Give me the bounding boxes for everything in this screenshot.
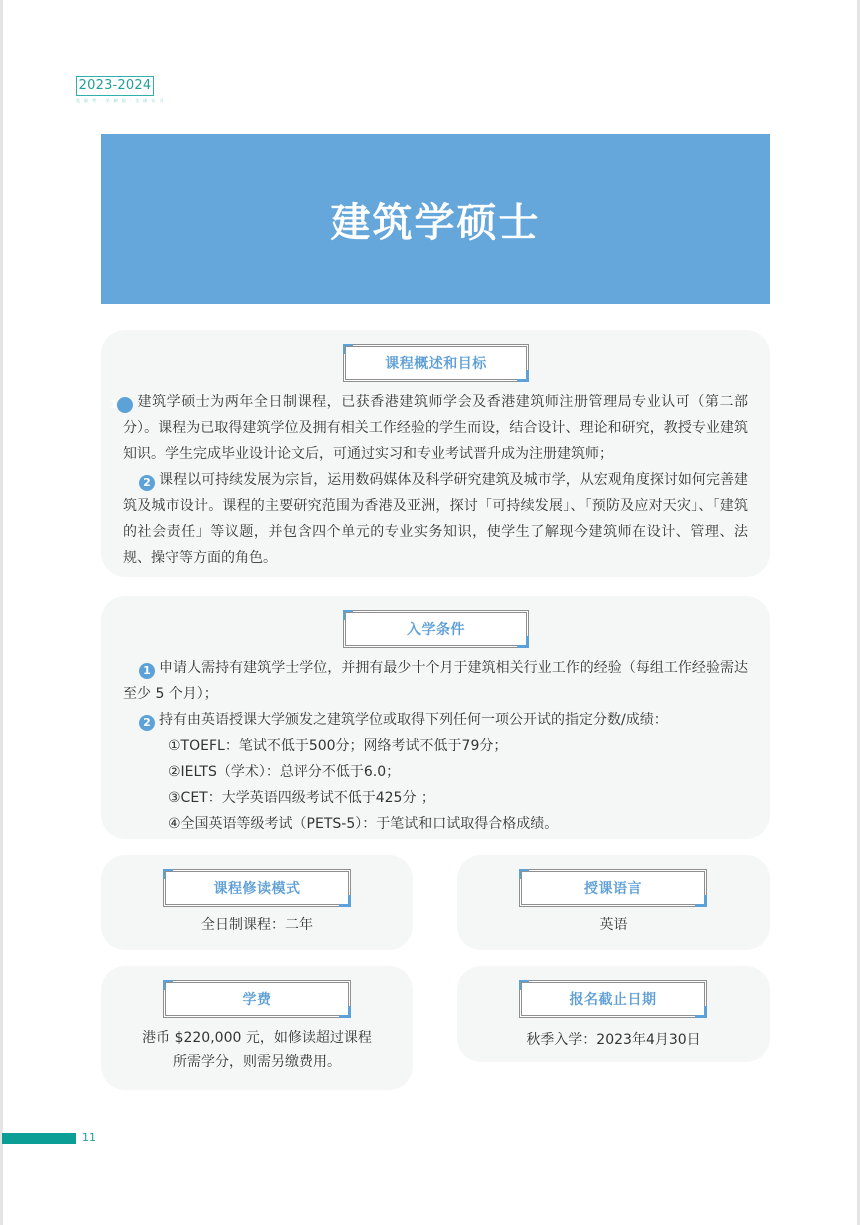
study-mode-heading	[163, 869, 351, 907]
overview-heading	[343, 344, 529, 382]
page-edge-left	[0, 0, 3, 1225]
number-1-icon: 1	[117, 397, 133, 413]
tuition-heading	[163, 980, 351, 1018]
test-cet: ③CET：大学英语四级考试不低于425分 ；	[168, 790, 435, 806]
overview-heading-label: 课程概述和目标	[385, 356, 487, 372]
page-title: 建筑学硕士	[330, 199, 541, 246]
study-mode-card	[101, 855, 413, 950]
year-badge: 2023-2024	[76, 76, 154, 96]
overview-text	[110, 389, 748, 571]
admission-item-1: 1 申请人需持有建筑学士学位，并拥有最少十个月于建筑相关行业工作的经验（每组工作经验需达至少 5 个月）；	[123, 660, 748, 702]
deadline-value: 秋季入学：2023年4月30日	[526, 1032, 701, 1048]
deadline-heading-label: 报名截止日期	[569, 992, 657, 1008]
language-heading-label: 授课语言	[584, 881, 642, 897]
admission-heading	[343, 610, 529, 648]
deadline-heading	[519, 980, 707, 1018]
language-value: 英语	[599, 917, 628, 933]
tuition-heading-label: 学费	[242, 992, 272, 1008]
tuition-line-2: 所需学分，则需另缴费用。	[173, 1054, 341, 1070]
admission-text	[123, 655, 748, 837]
page-number: 11	[82, 1131, 96, 1144]
tuition-line-1: 港币 $220,000 元，如修读超过课程	[142, 1030, 372, 1046]
test-pets: ④全国英语等级考试（PETS-5）：于笔试和口试取得合格成绩。	[168, 816, 559, 832]
overview-item-2: 2 课程以可持续发展为宗旨，运用数码媒体及科学研究建筑及城市学，从宏观角度探讨如何完善建筑及城市设计。课程的主要研究范围为香港及亚洲，探讨「可持续发展」、「预防及应对天灾」、「建筑的社会责任」等议题，并包含四个单元的专业实务知识，使学生了解现今建筑师在设计、管理、法规、操守等方面的角色。	[123, 472, 748, 566]
admission-item-2: 2 持有由英语授课大学颁发之建筑学位或取得下列任何一项公开试的指定分数/成绩：	[123, 707, 748, 733]
study-mode-value: 全日制课程：二年	[201, 917, 313, 933]
number-2-icon: 2	[139, 715, 155, 731]
deadline-card	[457, 966, 770, 1062]
language-card	[457, 855, 770, 950]
number-2-icon: 2	[139, 475, 155, 491]
hero-banner	[101, 134, 770, 304]
year-subtitle: 免 联 考 · 学 制 短 · 全 球 认 可	[76, 98, 165, 103]
footer-accent-bar	[2, 1133, 76, 1144]
admission-card	[101, 596, 770, 839]
tuition-card	[101, 966, 413, 1090]
test-toefl: ①TOEFL：笔试不低于500分；网络考试不低于79分；	[168, 738, 508, 754]
study-mode-heading-label: 课程修读模式	[213, 881, 301, 897]
language-heading	[519, 869, 707, 907]
overview-item-1: 1 建筑学硕士为两年全日制课程，已获香港建筑师学会及香港建筑师注册管理局专业认可（第二部分）。课程为已取得建筑学位及拥有相关工作经验的学生而设，结合设计、理论和研究，教授专业建筑知识。学生完成毕业设计论文后，可通过实习和专业考试晋升成为注册建筑师；	[110, 394, 748, 462]
test-ielts: ②IELTS（学术）：总评分不低于6.0；	[168, 764, 401, 780]
number-1-icon: 1	[139, 663, 155, 679]
admission-heading-label: 入学条件	[407, 622, 465, 638]
overview-card	[101, 330, 770, 577]
